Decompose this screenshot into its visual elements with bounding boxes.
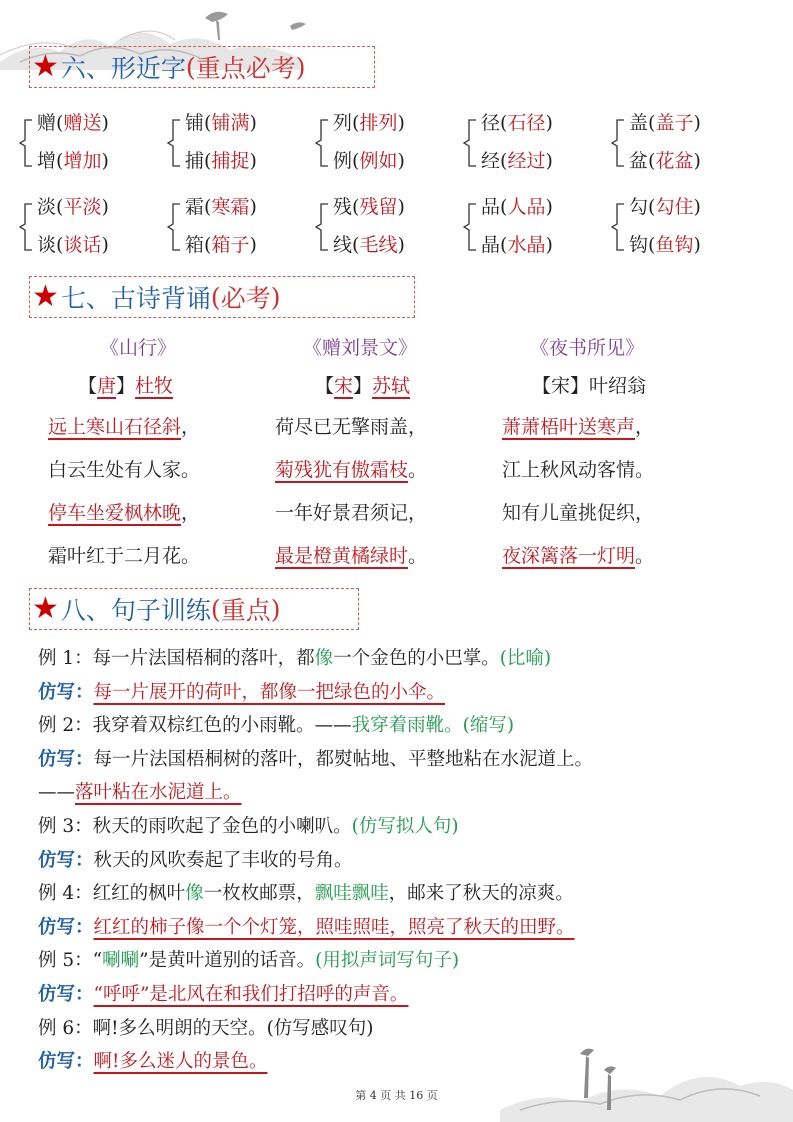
pair-bottom-line: 增(增加) [37, 150, 109, 172]
pair-row-1 [15, 100, 785, 184]
poem-line: 停车坐爱枫林晚， [48, 502, 201, 524]
example-3: 例 3：秋天的雨吹起了金色的小喇叭。(仿写拟人句) [38, 815, 459, 837]
similar-characters-grid [15, 100, 785, 268]
poem-line: 夜深篱落一灯明。 [502, 545, 655, 567]
poem-title: 《赠刘景文》 [303, 337, 418, 359]
char-pair [311, 184, 459, 268]
imitation-1: 仿写：每一片展开的荷叶，都像一把绿色的小伞。 [38, 681, 446, 703]
section-6-note: 重点必考 [195, 54, 296, 83]
char-pair [163, 184, 311, 268]
poem-line: 远上寒山石径斜， [48, 416, 201, 438]
pair-bottom-line: 箱(箱子) [185, 234, 257, 256]
pair-top-line: 残(残留) [333, 196, 405, 218]
brace-icon [314, 202, 330, 252]
section-8-note: 重点 [220, 596, 271, 625]
section-7-header [29, 276, 415, 318]
poem-line: 萧萧梧叶送寒声， [502, 416, 655, 438]
brace-icon [462, 118, 478, 168]
pair-top-line: 径(石径) [481, 112, 553, 134]
poem-line: 霜叶红于二月花。 [48, 545, 201, 567]
poem-line: 江上秋风动客情。 [502, 459, 655, 481]
brace-icon [166, 202, 182, 252]
pair-bottom-line: 盆(花盆) [629, 150, 701, 172]
section-6-paren-close: ) [295, 52, 306, 82]
char-pair [311, 100, 459, 184]
poem-author: 【宋】苏轼 [315, 375, 411, 397]
section-8-paren-close: ) [270, 594, 281, 624]
char-pair [459, 100, 607, 184]
pair-top-line: 盖(盖子) [629, 112, 701, 134]
pair-bottom-line: 捕(捕捉) [185, 150, 257, 172]
pair-bottom-line: 例(例如) [333, 150, 405, 172]
example-1: 例 1：每一片法国梧桐的落叶，都像一个金色的小巴掌。(比喻) [38, 648, 552, 669]
poem-line: 一年好景君须记， [275, 502, 428, 524]
brace-icon [166, 118, 182, 168]
pair-bottom-line: 晶(水晶) [481, 234, 553, 256]
char-pair [459, 184, 607, 268]
pair-top-line: 赠(赠送) [37, 112, 109, 134]
brace-icon [18, 202, 34, 252]
poem-shanxing [48, 330, 288, 578]
star-icon: ★ [32, 591, 59, 626]
poem-ye-shu-suo-jian [502, 330, 742, 578]
poem-line: 知有儿童挑促织， [502, 502, 655, 524]
brace-icon [610, 118, 626, 168]
poem-author: 【唐】杜牧 [78, 375, 174, 397]
poem-title: 《夜书所见》 [530, 337, 645, 359]
star-icon: ★ [32, 279, 59, 314]
char-pair [163, 100, 311, 184]
pair-row-2 [15, 184, 785, 268]
section-8-paren-open: ( [210, 594, 221, 624]
example-5: 例 5：“唰唰”是黄叶道别的话音。(用拟声词写句子) [38, 950, 460, 972]
section-7-paren-open: ( [210, 282, 221, 312]
brace-icon [610, 202, 626, 252]
imitation-4: 仿写：红红的柿子像一个个灯笼，照哇照哇，照亮了秋天的田野。 [38, 916, 575, 938]
pair-bottom-line: 钩(鱼钩) [629, 234, 701, 256]
char-pair [15, 100, 163, 184]
pair-top-line: 铺(铺满) [185, 112, 257, 134]
pair-top-line: 淡(平淡) [37, 196, 109, 218]
page-footer: 第 4 页 共 16 页 [355, 1089, 438, 1102]
char-pair [15, 184, 163, 268]
example-4: 例 4：红红的枫叶像一枚枚邮票，飘哇飘哇，邮来了秋天的凉爽。 [38, 883, 574, 905]
star-icon: ★ [32, 49, 59, 84]
section-8-title: 八、句子训练 [60, 596, 211, 625]
pair-bottom-line: 谈(谈话) [37, 234, 109, 256]
pair-top-line: 勾(勾住) [629, 196, 701, 218]
pair-top-line: 品(人品) [481, 196, 553, 218]
section-6-title: 六、形近字 [60, 54, 186, 83]
section-7-note: 必考 [220, 284, 271, 313]
imitation-5: 仿写：“呼呼”是北风在和我们打招呼的声音。 [38, 983, 409, 1005]
poem-title: 《山行》 [100, 337, 177, 359]
brace-icon [314, 118, 330, 168]
pair-bottom-line: 经(经过) [481, 150, 553, 172]
example-6: 例 6：啊!多么明朗的天空。(仿写感叹句) [38, 1017, 374, 1039]
imitation-6: 仿写：啊!多么迷人的景色。 [38, 1051, 268, 1073]
brace-icon [462, 202, 478, 252]
poem-line: 白云生处有人家。 [48, 459, 201, 481]
section-7-title: 七、古诗背诵 [60, 284, 211, 313]
poem-line: 荷尽已无擎雨盖， [275, 416, 428, 438]
imitation-2: 仿写：每一片法国梧桐树的落叶，都熨帖地、平整地粘在水泥道上。 [38, 748, 594, 770]
section-7-paren-close: ) [270, 282, 281, 312]
char-pair [607, 184, 755, 268]
poem-zeng-liu-jingwen [275, 330, 515, 578]
example-2: 例 2：我穿着双棕红色的小雨靴。——我穿着雨靴。(缩写) [38, 715, 515, 737]
poem-line: 最是橙黄橘绿时。 [275, 545, 428, 567]
char-pair [607, 100, 755, 184]
section-6-paren-open: ( [185, 52, 196, 82]
imitation-2-answer: ——落叶粘在水泥道上。 [38, 782, 242, 804]
pair-top-line: 列(排列) [333, 112, 405, 134]
pair-top-line: 霜(寒霜) [185, 196, 257, 218]
poem-line: 菊残犹有傲霜枝。 [275, 459, 428, 481]
section-6-header [29, 46, 375, 88]
imitation-3: 仿写：秋天的风吹奏起了丰收的号角。 [38, 849, 353, 871]
sentence-training [38, 642, 788, 1079]
brace-icon [18, 118, 34, 168]
poem-author: 【宋】叶绍翁 [532, 375, 647, 397]
pair-bottom-line: 线(毛线) [333, 234, 405, 256]
section-8-header [29, 588, 359, 630]
